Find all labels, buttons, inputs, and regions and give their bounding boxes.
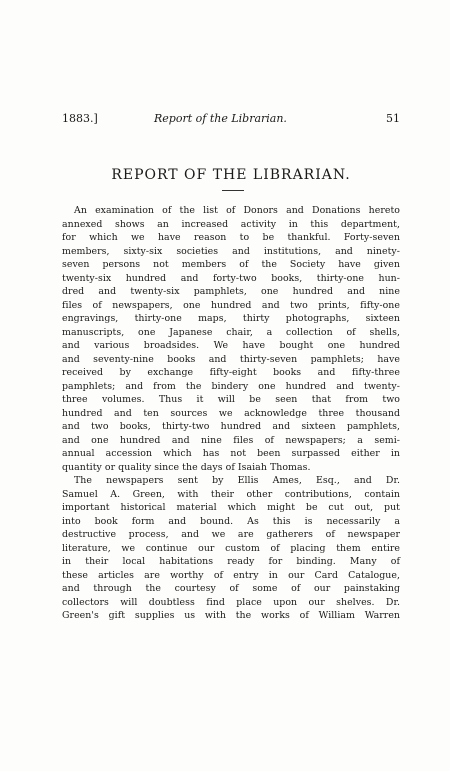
title-rule <box>222 190 244 191</box>
text-line: Samuel A. Green, with their other contributions, contain <box>62 488 400 500</box>
text-line: quantity or quality since the days of Isaiah Thomas. <box>62 461 311 473</box>
text-line: and one hundred and nine files of newspapers; a semi- <box>62 434 400 446</box>
text-line: annual accession which has not been surpassed either in <box>62 448 400 459</box>
report-title: REPORT OF THE LIBRARIAN. <box>111 167 351 183</box>
text-line: twenty-six hundred and forty-two books, thirty-one hun- <box>62 272 400 284</box>
text-line: in their local habitations ready for binding. Many of <box>62 556 400 567</box>
text-line: pamphlets; and from the bindery one hundred and twenty- <box>62 380 400 392</box>
text-line: files of newspapers, one hundred and two prints, fifty-one <box>62 299 400 311</box>
report-body <box>62 204 400 623</box>
text-line: these articles are worthy of entry in our Card Catalogue, <box>62 569 400 581</box>
text-line: and seventy-nine books and thirty-seven pamphlets; have <box>62 353 400 365</box>
text-line: destructive process, and we are gatherers of newspaper <box>62 529 400 540</box>
paragraph <box>62 474 400 623</box>
text-line: and two books, thirty-two hundred and sixteen pamphlets, <box>62 421 400 432</box>
text-line: Green's gift supplies us with the works of William Warren <box>62 610 400 621</box>
text-line: important historical material which might be cut out, put <box>62 502 400 513</box>
page-number: 51 <box>386 112 400 125</box>
text-line: members, sixty-six societies and institutions, and ninety- <box>62 245 400 257</box>
header-year: 1883.] <box>62 112 98 125</box>
text-line: into book form and bound. As this is necessarily a <box>62 515 400 527</box>
text-line: for which we have reason to be thankful. Forty-seven <box>62 232 400 243</box>
text-line: three volumes. Thus it will be seen that from two <box>62 394 400 405</box>
text-line: hundred and ten sources we acknowledge three thousand <box>62 407 400 419</box>
text-line: and through the courtesy of some of our painstaking <box>62 583 400 594</box>
text-line: literature, we continue our custom of placing them entire <box>62 542 400 554</box>
text-line: and various broadsides. We have bought one hundred <box>62 340 400 351</box>
text-line: engravings, thirty-one maps, thirty photographs, sixteen <box>62 313 400 324</box>
running-title: Report of the Librarian. <box>154 112 287 125</box>
text-line: The newspapers sent by Ellis Ames, Esq., and Dr. <box>74 475 400 486</box>
text-line: received by exchange fifty-eight books and fifty-three <box>62 367 400 378</box>
text-line: dred and twenty-six pamphlets, one hundred and nine <box>62 286 400 297</box>
text-line: manuscripts, one Japanese chair, a collection of shells, <box>62 326 400 338</box>
text-line: annexed shows an increased activity in this department, <box>62 218 400 230</box>
text-line: collectors will doubtless find place upon our shelves. Dr. <box>62 596 400 608</box>
page-header <box>62 112 400 128</box>
text-line: seven persons not members of the Society have given <box>62 259 400 270</box>
text-line: An examination of the list of Donors and Donations hereto <box>74 205 400 216</box>
paragraph <box>62 204 400 474</box>
